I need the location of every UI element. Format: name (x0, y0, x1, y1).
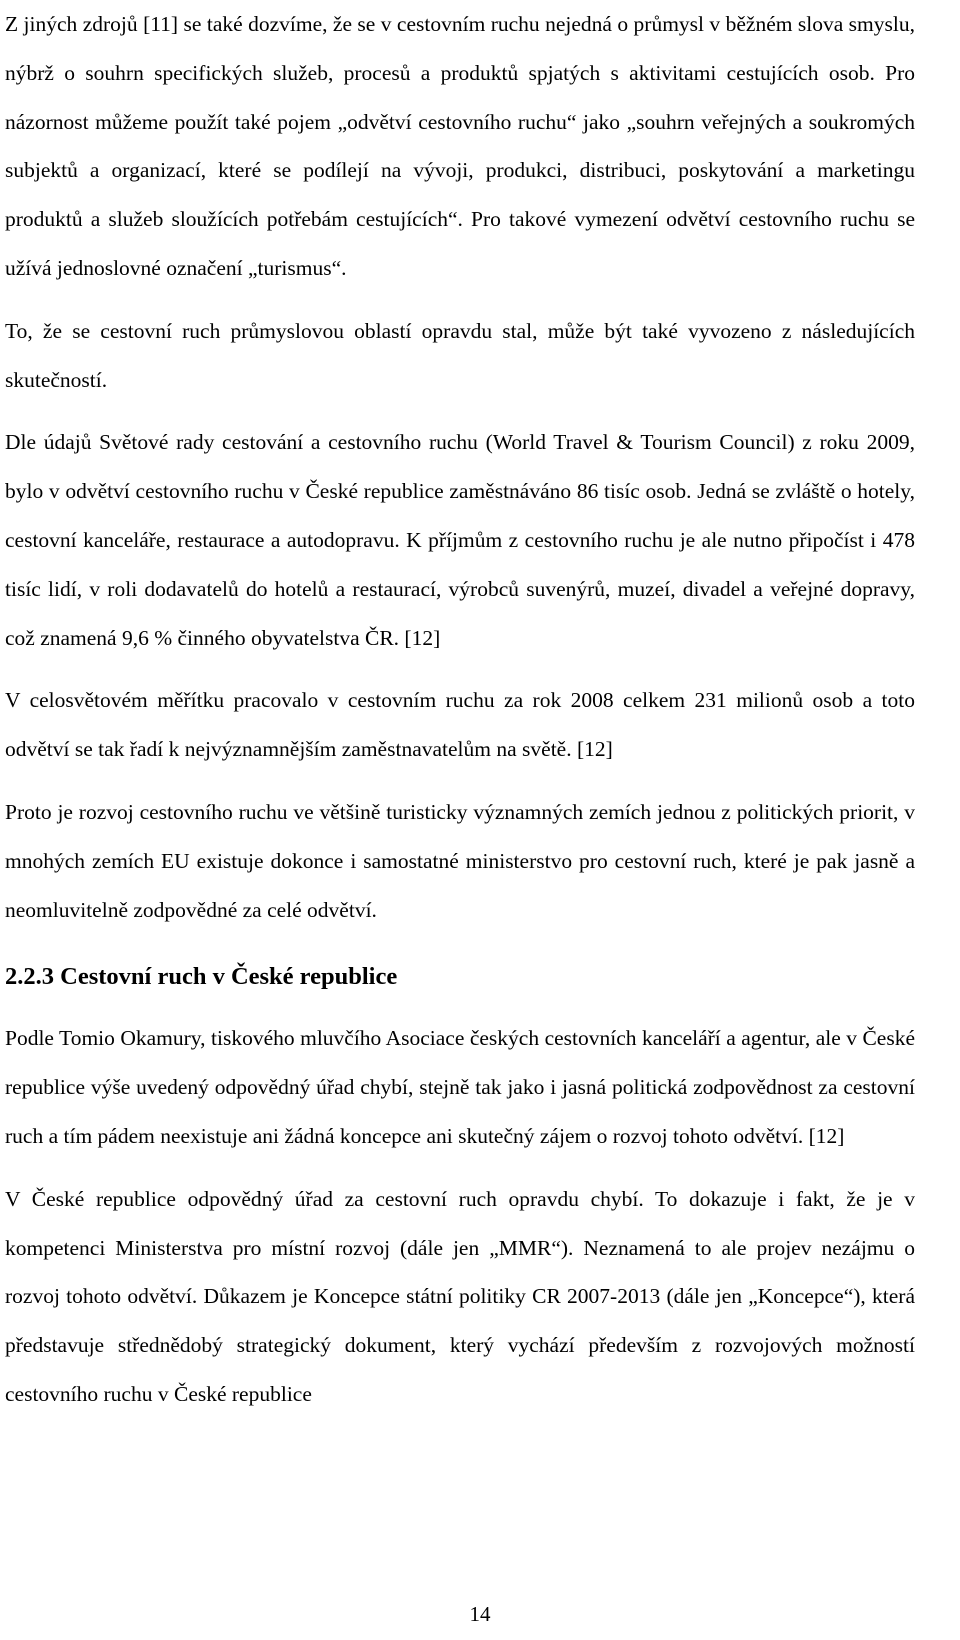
section-heading: 2.2.3 Cestovní ruch v České republice (5, 963, 398, 991)
paragraph-spacer (5, 1161, 915, 1175)
paragraph-spacer (5, 293, 915, 307)
paragraph-mmr-competence: V České republice odpovědný úřad za cestovní ruch opravdu chybí. To dokazuje i fakt, že je v kompetenci Ministerstva pro místní rozvoj (dále jen „MMR“). Neznamená to ale projev nezájmu o rozvoj tohoto odvětví. Důkazem je Koncepce státní politiky CR 2007-2013 (dále jen „Koncepce“), která představuje střednědobý strategický dokument, který vychází především z rozvojových možností cestovního ruchu v České republice (5, 1186, 915, 1406)
page-body (5, 0, 915, 1419)
paragraph-wttc-employment: Dle údajů Světové rady cestování a cestovního ruchu (World Travel & Tourism Council) z roku 2009, bylo v odvětví cestovního ruchu v České republice zaměstnáváno 86 tisíc osob. Jedná se zvláště o hotely, cestovní kanceláře, restaurace a autodopravu. K příjmům z cestovního ruchu je ale nutno připočíst i 478 tisíc lidí, v roli dodavatelů do hotelů a restaurací, výrobců suvenýrů, muzeí, divadel a veřejné dopravy, což znamená 9,6 % činného obyvatelstva ČR. [12] (5, 430, 915, 650)
paragraph-okamura-statement: Podle Tomio Okamury, tiskového mluvčího Asociace českých cestovních kanceláří a agentur, ale v České republice výše uvedený odpovědný úřad chybí, stejně tak jako i jasná politická zodpovědnost za cestovní ruch a tím pádem neexistuje ani žádná koncepce ani skutečný zájem o rozvoj tohoto odvětví. [12] (5, 1026, 915, 1148)
paragraph-spacer (5, 404, 915, 418)
paragraph-worldwide-employment: V celosvětovém měřítku pracovalo v cestovním ruchu za rok 2008 celkem 231 milionů osob a toto odvětví se tak řadí k nejvýznamnějším zaměstnavatelům na světě. [12] (5, 688, 915, 762)
paragraph-political-priority: Proto je rozvoj cestovního ruchu ve většině turisticky významných zemích jednou z politických priorit, v mnohých zemích EU existuje dokonce i samostatné ministerstvo pro cestovní ruch, které je pak jasně a neomluvitelně zodpovědné za celé odvětví. (5, 799, 915, 922)
paragraph-spacer (5, 774, 915, 788)
paragraph-industry-evidence: To, že se cestovní ruch průmyslovou oblastí opravdu stal, může být také vyvozeno z následujících skutečností. (5, 318, 915, 392)
paragraph-tourism-industry-definition: Z jiných zdrojů [11] se také dozvíme, že se v cestovním ruchu nejedná o průmysl v běžném slova smyslu, nýbrž o souhrn specifických služeb, procesů a produktů spjatých s aktivitami cestujících osob. Pro názornost můžeme použít také pojem „odvětví cestovního ruchu“ jako „souhrn veřejných a soukromých subjektů a organizací, které se podílejí na vývoji, produkci, distribuci, poskytování a marketingu produktů a služeb sloužících potřebám cestujících“. Pro takové vymezení odvětví cestovního ruchu se užívá jednoslovné označení „turismus“. (5, 12, 915, 280)
paragraph-spacer (5, 662, 915, 676)
page-number: 14 (469, 1602, 491, 1626)
